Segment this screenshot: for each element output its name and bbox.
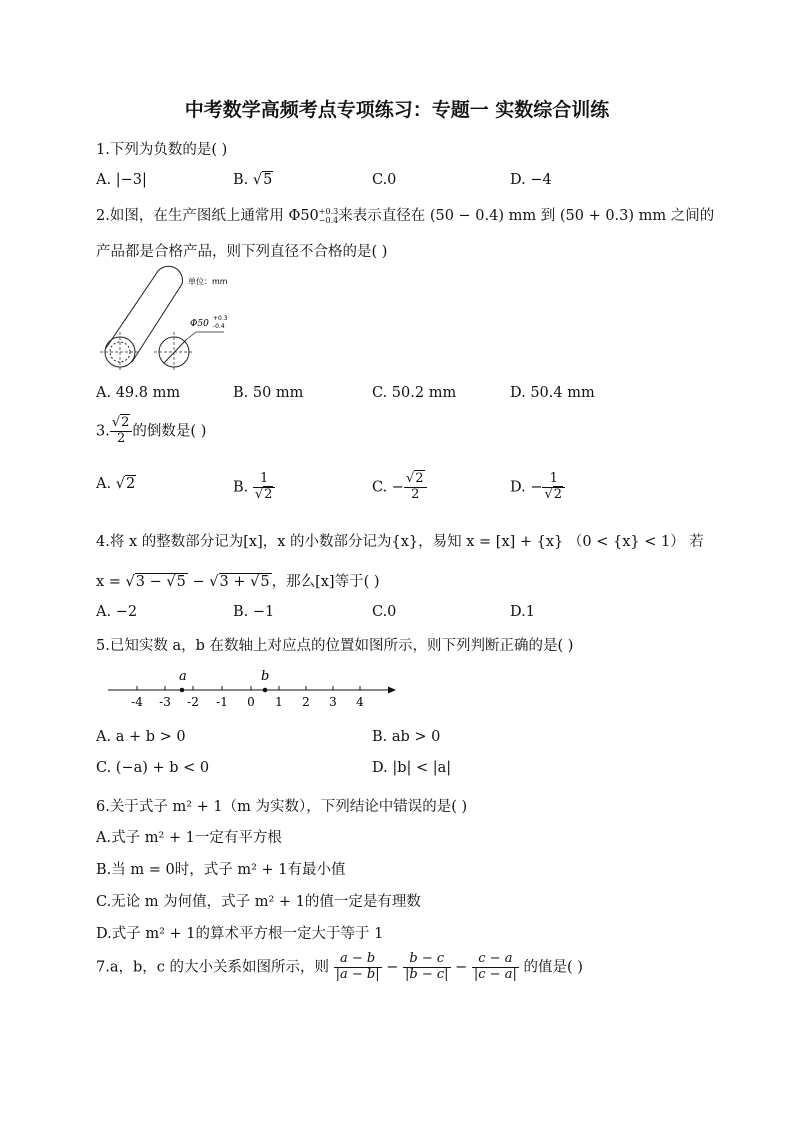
fig-phi-label: Φ50 [190, 319, 209, 329]
q6-option-d: D.式子 m² + 1的算术平方根一定大于等于 1 [96, 926, 384, 942]
pipe-diagram [96, 262, 246, 374]
q6-option-c: C.无论 m 为何值，式子 m² + 1的值一定是有理数 [96, 894, 421, 910]
q2-option-a: A. 49.8 mm [96, 385, 181, 401]
q5-option-c: C. (−a) + b < 0 [96, 760, 210, 776]
question-2-line-1: 2.如图，在生产图纸上通常用 Φ50+0.3 −0.4来表示直径在 (50 − 0.4) mm 到 (50 + 0.3) mm 之间的 [96, 207, 715, 225]
tick-label: -3 [159, 695, 171, 709]
q2-option-b: B. 50 mm [233, 385, 304, 401]
question-6-stem: 6.关于式子 m² + 1（m 为实数），下列结论中错误的是( ) [96, 799, 468, 815]
tick-label: 0 [247, 695, 255, 709]
q5-option-b: B. ab > 0 [372, 729, 441, 745]
fig-tol-top: +0.3 [213, 315, 228, 322]
fig-tol-bot: -0.4 [213, 323, 225, 330]
tick-label: 3 [329, 695, 337, 709]
question-2-line-2: 产品都是合格产品，则下列直径不合格的是( ) [96, 244, 388, 260]
q3-option-a: A. √2 [96, 476, 136, 492]
q3-option-c: C. − $\frac{√2}{2}$ [372, 472, 427, 503]
q1-option-b: B. √5 [233, 172, 273, 188]
question-5-stem: 5.已知实数 a，b 在数轴上对应点的位置如图所示，则下列判断正确的是( ) [96, 638, 574, 654]
number-line [104, 664, 404, 712]
q4-option-a: A. −2 [96, 604, 138, 620]
q4-option-d: D.1 [510, 604, 535, 620]
tick-label: -2 [187, 695, 199, 709]
q5-option-d: D. |b| < |a| [372, 760, 452, 776]
tick-label: -4 [131, 695, 143, 709]
tick-label: 4 [356, 695, 364, 709]
tick-label: 2 [302, 695, 310, 709]
q1-option-a: A. |−3| [96, 172, 147, 188]
tick-label: -1 [216, 695, 228, 709]
q2-option-d: D. 50.4 mm [510, 385, 595, 401]
q6-option-a: A.式子 m² + 1一定有平方根 [96, 830, 282, 846]
page-title: 中考数学高频考点专项练习：专题一 实数综合训练 [184, 99, 610, 121]
q2-option-c: C. 50.2 mm [372, 385, 457, 401]
q5-option-a: A. a + b > 0 [96, 729, 186, 745]
question-4-line-2: x = √3 − √5 − √3 + √5 ，那么[x]等于( ) [96, 574, 380, 590]
question-7-stem: 7.a，b，c 的大小关系如图所示，则 $\frac{a - b}{|a - b|}$ − $\frac{b - c}{|b - c|}$ − $\frac{c - a}{|c - a|}$ 的值是( ) [96, 951, 583, 982]
arrow-icon [388, 687, 396, 694]
q4-option-b: B. −1 [233, 604, 275, 620]
q4-option-c: C.0 [372, 604, 397, 620]
q3-option-b: B. $\frac{1}{√2}$ [233, 472, 275, 503]
question-4-line-1: 4.将 x 的整数部分记为[x]，x 的小数部分记为{x}，易知 x = [x] + {x} （0 < {x} < 1） 若 [96, 534, 704, 550]
tick-label: 1 [275, 695, 283, 709]
q1-option-d: D. −4 [510, 172, 552, 188]
q1-option-c: C.0 [372, 172, 397, 188]
point-a-label: a [179, 669, 187, 684]
fig-unit-label: 单位：mm [188, 277, 228, 286]
q6-option-b: B.当 m = 0时，式子 m² + 1有最小值 [96, 862, 346, 878]
point-b [263, 688, 268, 693]
q3-option-d: D. − $\frac{1}{√2}$ [510, 472, 565, 503]
question-1-stem: 1.下列为负数的是( ) [96, 142, 228, 158]
question-3-stem: 3. $\frac{√2}{2}$ 的倒数是( ) [96, 415, 207, 446]
point-b-label: b [261, 669, 270, 684]
point-a [180, 688, 185, 693]
